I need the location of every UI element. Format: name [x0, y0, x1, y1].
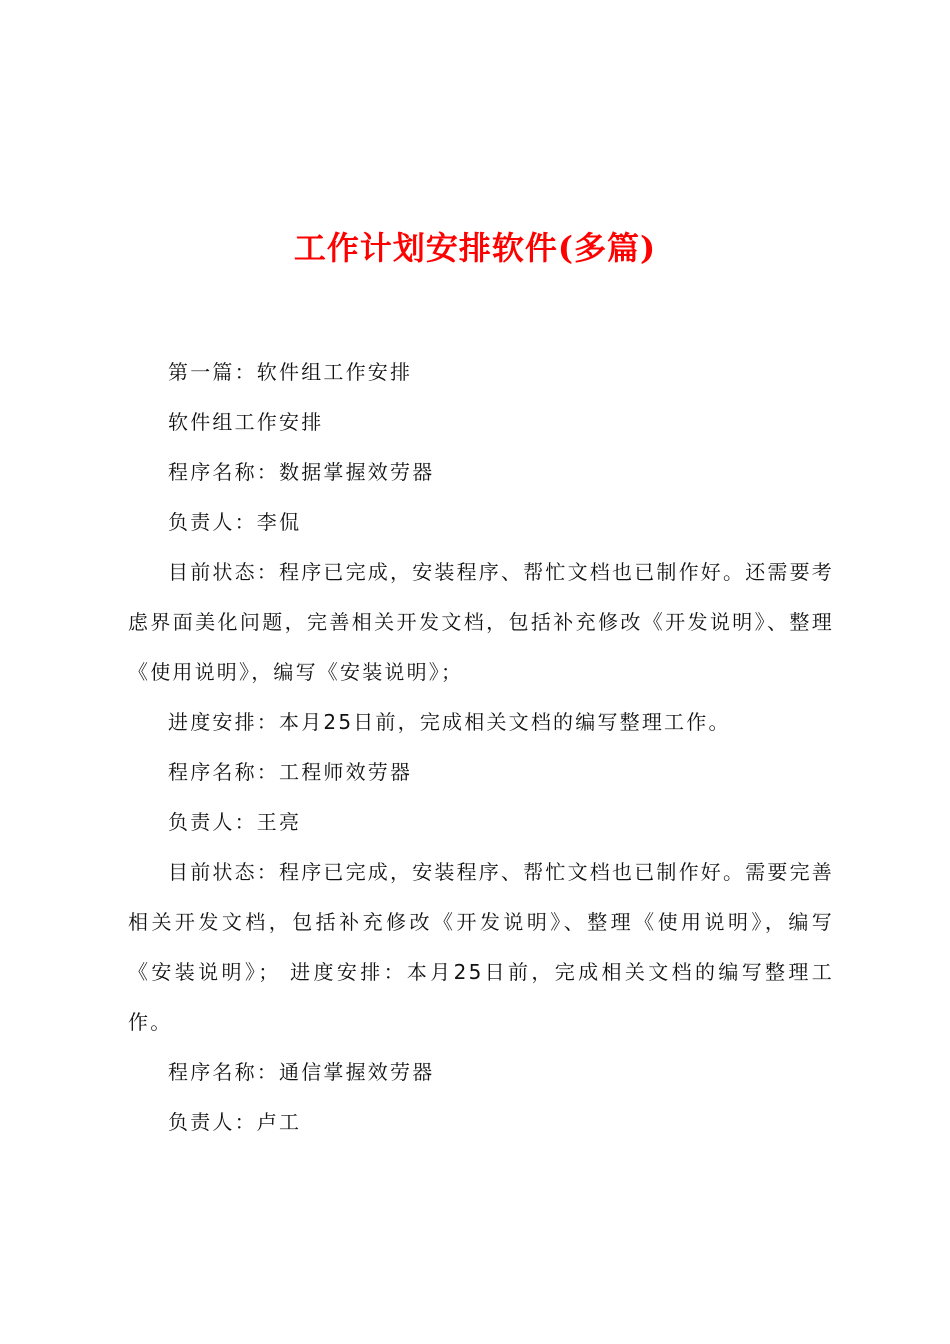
- paragraph-group-title: 软件组工作安排: [168, 410, 324, 434]
- paragraph-status-1: 目前状态：程序已完成，安装程序、帮忙文档也已制作好。还需要考虑界面美化问题，完善相关开发文档，包括补充修改《开发说明》、整理《使用说明》，编写《安装说明》；: [128, 560, 834, 684]
- paragraph-schedule-1: 进度安排：本月25日前，完成相关文档的编写整理工作。: [168, 710, 731, 734]
- paragraph-owner-1: 负责人：李侃: [168, 510, 302, 534]
- document-body: [128, 347, 834, 1147]
- paragraph-owner-3: 负责人：卢工: [168, 1110, 302, 1134]
- paragraph-program-name-3: 程序名称：通信掌握效劳器: [168, 1060, 435, 1084]
- paragraph-program-name-1: 程序名称：数据掌握效劳器: [168, 460, 435, 484]
- paragraph-status-2: 目前状态：程序已完成，安装程序、帮忙文档也已制作好。需要完善相关开发文档，包括补充修改《开发说明》、整理《使用说明》，编写《安装说明》； 进度安排：本月25日前，完成相关文档的编写整理工作。: [128, 860, 834, 1034]
- paragraph-program-name-2: 程序名称：工程师效劳器: [168, 760, 413, 784]
- document-title: 工作计划安排软件(多篇): [293, 229, 657, 268]
- paragraph-owner-2: 负责人：王亮: [168, 810, 302, 834]
- paragraph-section-heading: 第一篇：软件组工作安排: [168, 360, 413, 384]
